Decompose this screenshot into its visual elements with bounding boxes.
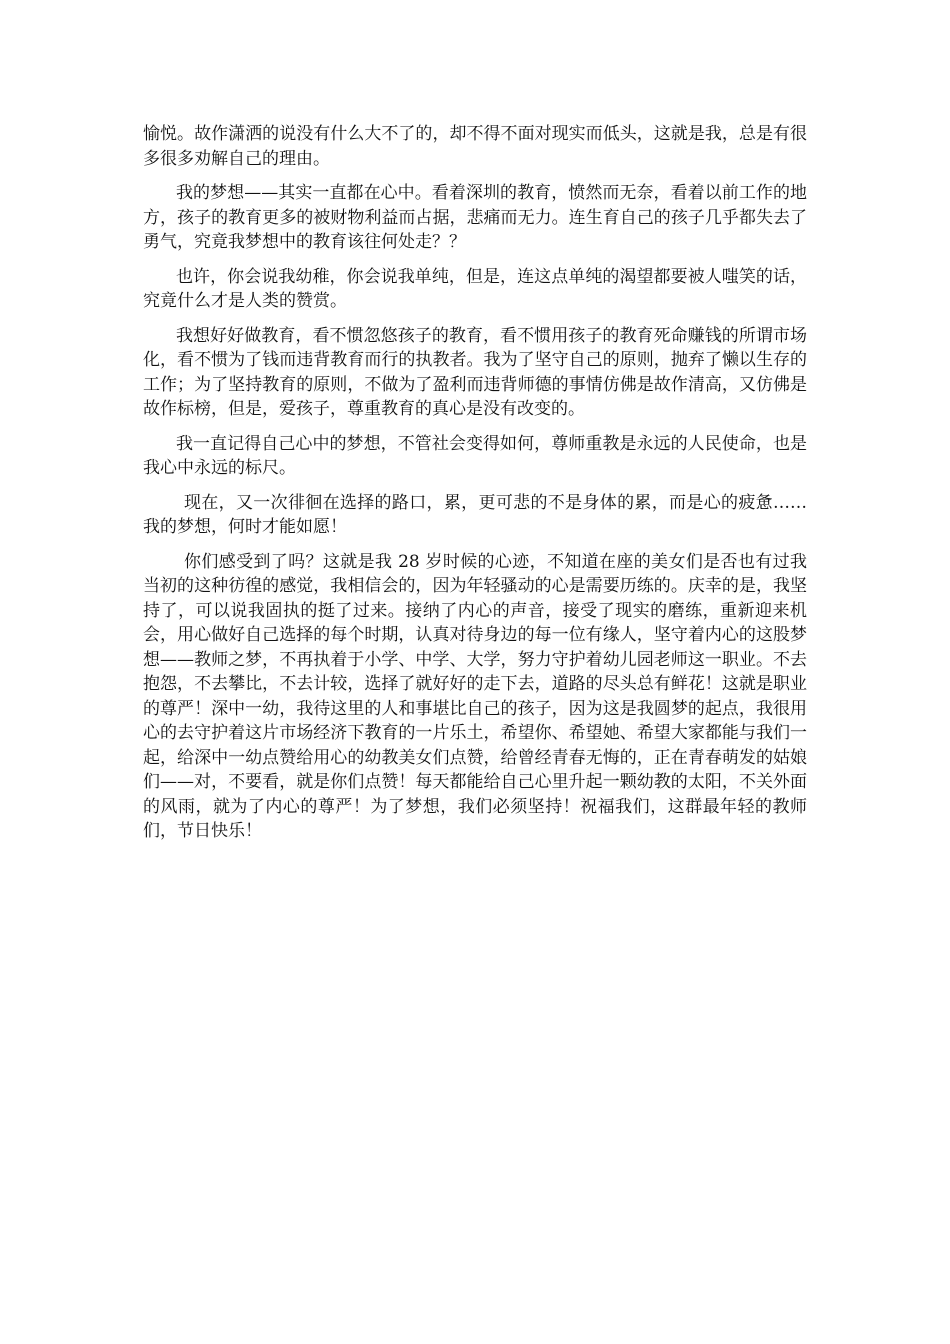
paragraph-4: 我想好好做教育，看不惯忽悠孩子的教育，看不惯用孩子的教育死命赚钱的所谓市场化，看不惯为了钱而违背教育而行的执教者。我为了坚守自己的原则，抛弃了懒以生存的工作；为了坚持教育的原则，不做为了盈利而违背师德的事情仿佛是故作清高，又仿佛是故作标榜，但是，爱孩子，尊重教育的真心是没有改变的。 [143,325,807,419]
paragraph-1: 愉悦。故作潇洒的说没有什么大不了的，却不得不面对现实而低头，这就是我，总是有很多很多劝解自己的理由。 [143,124,807,169]
paragraph-7: 你们感受到了吗？这就是我 28 岁时候的心迹，不知道在座的美女们是否也有过我当初的这种彷徨的感觉，我相信会的，因为年轻骚动的心是需要历练的。庆幸的是，我坚持了，可以说我固执的挺了过来。接纳了内心的声音，接受了现实的磨练，重新迎来机会，用心做好自己选择的每个时期，认真对待身边的每一位有缘人，坚守着内心的这股梦想——教师之梦，不再执着于小学、中学、大学，努力守护着幼儿园老师这一职业。不去抱怨，不去攀比，不去计较，选择了就好好的走下去，道路的尽头总有鲜花！这就是职业的尊严！深中一幼，我待这里的人和事堪比自己的孩子，因为这是我圆梦的起点，我很用心的去守护着这片市场经济下教育的一片乐土，希望你、希望她、希望大家都能与我们一起，给深中一幼点赞给用心的幼教美女们点赞，给曾经青春无悔的，正在青春萌发的姑娘们——对，不要看，就是你们点赞！每天都能给自己心里升起一颗幼教的太阳，不关外面的风雨，就为了内心的尊严！为了梦想，我们必须坚持！祝福我们，这群最年轻的教师们，节日快乐！ [143,551,807,841]
paragraph-2: 我的梦想——其实一直都在心中。看着深圳的教育，愤然而无奈，看着以前工作的地方，孩子的教育更多的被财物利益而占据，悲痛而无力。连生育自己的孩子几乎都失去了勇气，究竟我梦想中的教育该往何处走？？ [143,183,807,252]
document-page [143,122,824,854]
paragraph-6: 现在，又一次徘徊在选择的路口，累，更可悲的不是身体的累，而是心的疲惫…… 我的梦想，何时才能如愿！ [143,492,824,537]
paragraph-5: 我一直记得自己心中的梦想，不管社会变得如何，尊师重教是永远的人民使命，也是我心中永远的标尺。 [143,433,807,478]
paragraph-3: 也许，你会说我幼稚，你会说我单纯，但是，连这点单纯的渴望都要被人嗤笑的话，究竟什么才是人类的赞赏。 [143,266,807,311]
